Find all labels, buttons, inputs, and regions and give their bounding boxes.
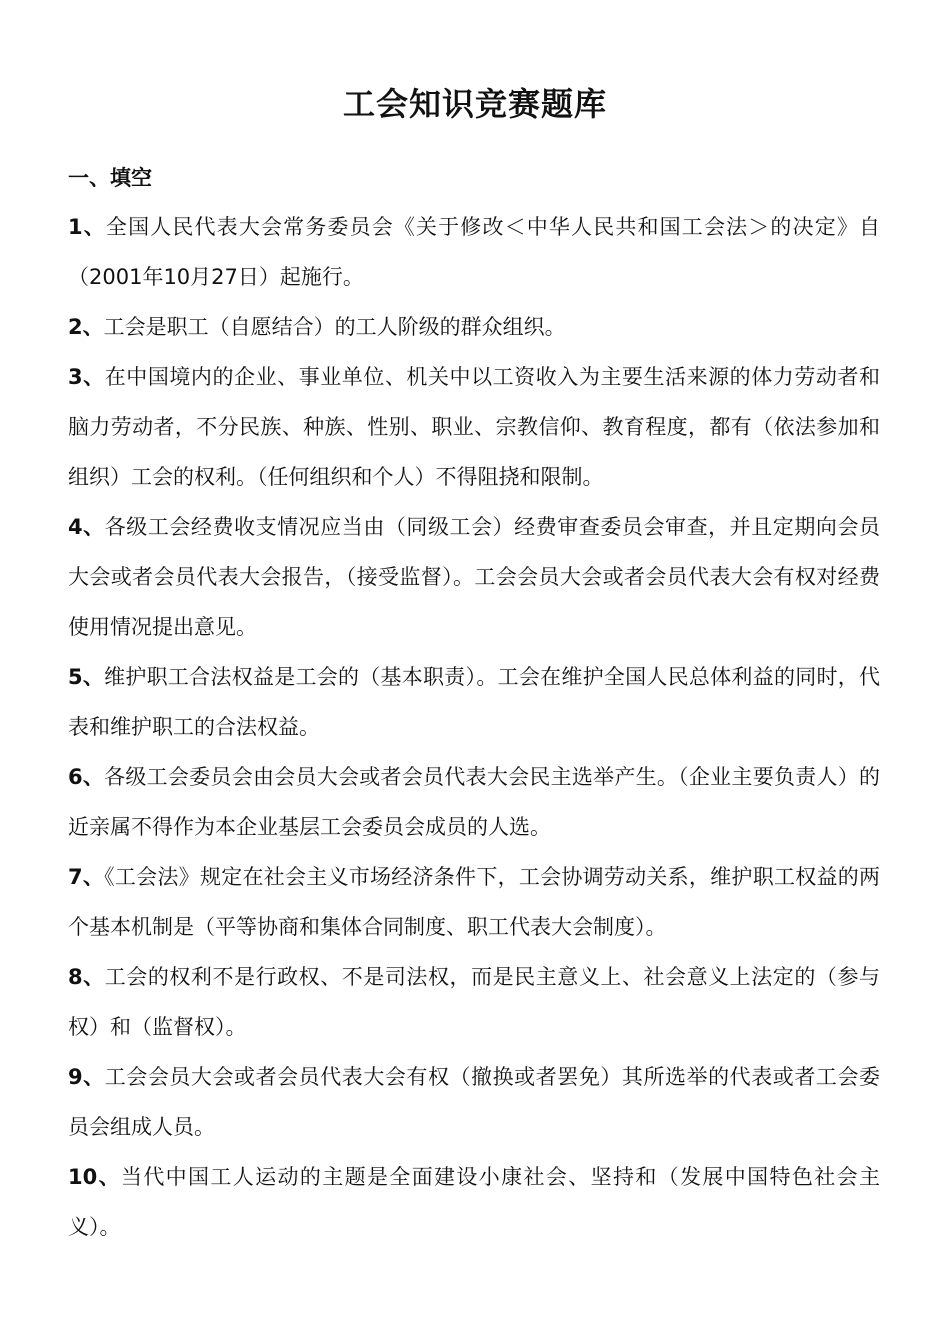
question-item (68, 852, 880, 952)
question-text: 维护职工合法权益是工会的（基本职责）。工会在维护全国人民总体利益的同时，代表和维护职工的合法权益。 (68, 665, 880, 739)
question-number: 2、 (68, 315, 104, 339)
question-text: 《工会法》规定在社会主义市场经济条件下，工会协调劳动关系，维护职工权益的两个基本机制是（平等协商和集体合同制度、职工代表大会制度）。 (68, 865, 880, 939)
question-number: 5、 (68, 665, 105, 689)
question-text: 工会会员大会或者会员代表大会有权（撤换或者罢免）其所选举的代表或者工会委员会组成人员。 (68, 1065, 880, 1139)
question-text: 全国人民代表大会常务委员会《关于修改＜中华人民共和国工会法＞的决定》自（2001年10月27日）起施行。 (68, 215, 880, 289)
question-number: 4、 (68, 515, 105, 539)
question-number: 10、 (68, 1165, 121, 1189)
question-item (68, 952, 880, 1052)
section-heading: 一、填空 (68, 166, 152, 190)
question-number: 7、 (68, 865, 105, 889)
question-number: 6、 (68, 765, 105, 789)
question-list (68, 202, 880, 1252)
question-item (68, 352, 880, 502)
question-item (68, 302, 880, 352)
question-text: 工会的权利不是行政权、不是司法权，而是民主意义上、社会意义上法定的（参与权）和（监督权）。 (68, 965, 880, 1039)
question-number: 1、 (68, 215, 106, 239)
document-title: 工会知识竞赛题库 (342, 85, 607, 123)
question-number: 3、 (68, 365, 105, 389)
question-item (68, 752, 880, 852)
question-text: 各级工会经费收支情况应当由（同级工会）经费审查委员会审查，并且定期向会员大会或者会员代表大会报告，（接受监督）。工会会员大会或者会员代表大会有权对经费使用情况提出意见。 (68, 515, 880, 639)
question-number: 8、 (68, 965, 105, 989)
question-item (68, 502, 880, 652)
question-item (68, 1152, 880, 1252)
question-text: 各级工会委员会由会员大会或者会员代表大会民主选举产生。（企业主要负责人）的近亲属不得作为本企业基层工会委员会成员的人选。 (68, 765, 880, 839)
question-item (68, 202, 880, 302)
question-item (68, 1052, 880, 1152)
question-text: 工会是职工（自愿结合）的工人阶级的群众组织。 (103, 315, 566, 339)
question-text: 在中国境内的企业、事业单位、机关中以工资收入为主要生活来源的体力劳动者和脑力劳动者，不分民族、种族、性别、职业、宗教信仰、教育程度，都有（依法参加和组织）工会的权利。（任何组织和个人）不得阻挠和限制。 (68, 365, 880, 489)
question-number: 9、 (68, 1065, 105, 1089)
question-text: 当代中国工人运动的主题是全面建设小康社会、坚持和（发展中国特色社会主义）。 (68, 1165, 880, 1239)
question-item (68, 652, 880, 752)
